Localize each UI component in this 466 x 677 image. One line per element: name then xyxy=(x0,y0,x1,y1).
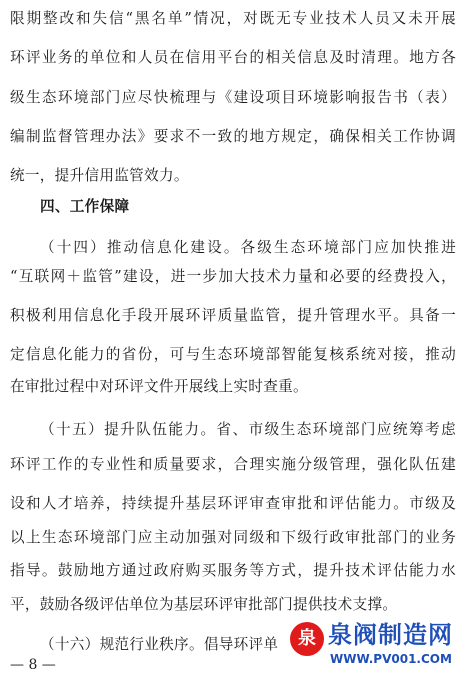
text-line: 设和人才培养，持续提升基层环评审查审批和评估能力。市级及 xyxy=(10,495,456,512)
text-line: 指导。鼓励地方通过政府购买服务等方式，提升技术评估能力水 xyxy=(10,562,456,579)
watermark-url: WWW.PV001.COM xyxy=(330,652,452,666)
section-heading: 四、工作保障 xyxy=(40,198,130,215)
paragraph-start: （十四）推动信息化建设。各级生态环境部门应加快推进 xyxy=(40,239,456,256)
text-line: 级生态环境部门应尽快梳理与《建设项目环境影响报告书（表） xyxy=(10,89,456,106)
text-line: 限期整改和失信“黑名单”情况，对既无专业技术人员又未开展 xyxy=(10,10,456,27)
watermark-badge-icon: 泉 xyxy=(290,622,324,656)
text-line: 在审批过程中对环评文件开展线上实时查重。 xyxy=(10,378,308,395)
watermark-title: 泉阀制造网 xyxy=(328,621,453,649)
text-line: 环评工作的专业性和质量要求，合理实施分级管理，强化队伍建 xyxy=(10,456,456,473)
text-line: 环评业务的单位和人员在信用平台的相关信息及时清理。地方各 xyxy=(10,49,456,66)
text-line: 编制监督管理办法》要求不一致的地方规定，确保相关工作协调 xyxy=(10,128,456,145)
text-line: 统一，提升信用监管效力。 xyxy=(10,167,189,184)
paragraph-start: （十五）提升队伍能力。省、市级生态环境部门应统筹考虑 xyxy=(40,421,456,438)
paragraph-start: （十六）规范行业秩序。倡导环评单 xyxy=(40,636,279,653)
watermark-logo xyxy=(290,620,460,672)
text-line: 积极利用信息化手段开展环评质量监管，提升管理水平。具备一 xyxy=(10,307,456,324)
page-number: — 8 — xyxy=(10,657,56,673)
text-line: 以上生态环境部门应主动加强对同级和下级行政审批部门的业务 xyxy=(10,529,456,546)
text-line: “互联网＋监管”建设，进一步加大技术力量和必要的经费投入， xyxy=(10,268,456,285)
text-line: 定信息化能力的省份，可与生态环境部智能复核系统对接，推动 xyxy=(10,346,456,363)
text-line: 平，鼓励各级评估单位为基层环评审批部门提供技术支撑。 xyxy=(10,596,398,613)
